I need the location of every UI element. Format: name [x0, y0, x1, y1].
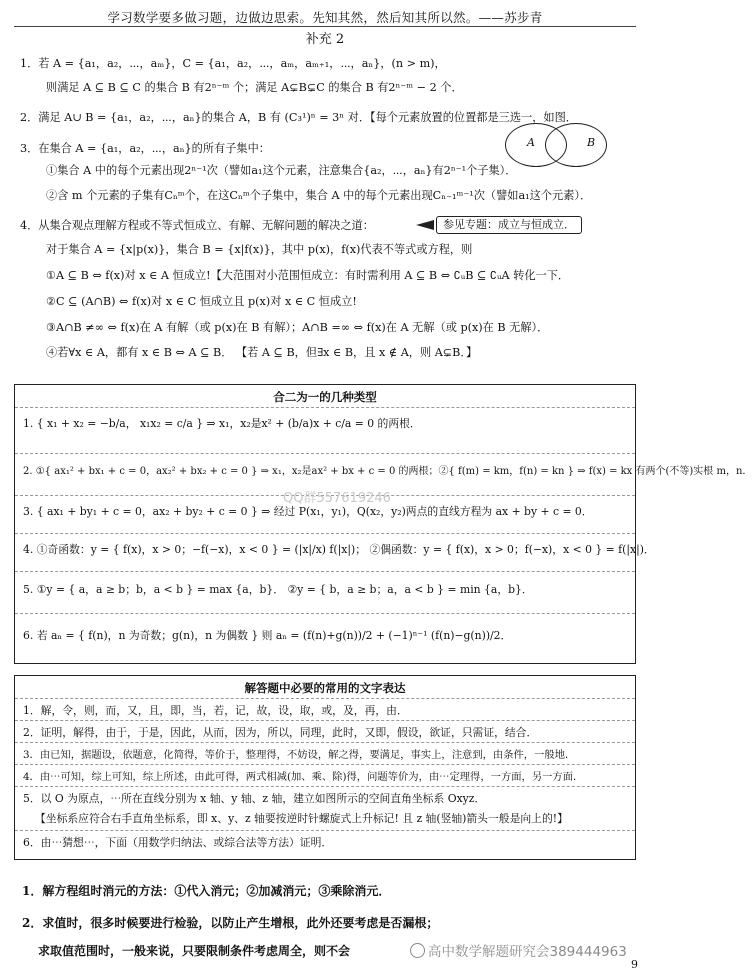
venn-label-b: B	[587, 136, 596, 149]
expression-line-5-note: 【坐标系应符合右手直角坐标系，即 x、y、z 轴要按逆时针螺旋式上升标记! 且 z 轴(竖轴)箭头一般是向上的!】	[35, 812, 568, 825]
item-3-sub-2: ②含 m 个元素的子集有Cₙᵐ个，在这Cₙᵐ个子集中，集合 A 中的每个元素出现Cₙ₋₁ᵐ⁻¹次（譬如a₁这个元素）．	[46, 189, 592, 202]
common-expressions-title: 解答题中必要的常用的文字表达	[244, 681, 406, 695]
item-4-intro: 对于集合 A = {x|p(x)}，集合 B = {x|f(x)}，其中 p(x)，f(x)代表不等式或方程，则	[46, 243, 473, 256]
final-note-2: 2．求值时，很多时候要进行检验，以防止产生增根，此外还要考虑是否漏根；	[22, 916, 439, 930]
final-note-3: 求取值范围时，一般来说，只要限制条件考虑周全，则不会	[38, 944, 351, 958]
box2-rule-4	[15, 786, 635, 787]
callout-pointer	[416, 220, 434, 230]
expression-line-5: 5．以 O 为原点，⋯所在直线分别为 x 轴、y 轴、z 轴，建立如图所示的空间直角坐标系 Oxyz．	[23, 792, 486, 805]
item-4-sub-1: ①A ⊆ B ⇔ f(x)对 x ∈ A 恒成立!【大范围对小范围恒成立：有时需利用 A ⊆ B ⇔ ∁ᵤB ⊆ ∁ᵤA 转化一下．	[46, 269, 570, 282]
combine-type-1: 1. { x₁ + x₂ = −b/a， x₁x₂ = c/a } ⇒ x₁，x₂是x² + (b/a)x + c/a = 0 的两根．	[23, 417, 421, 430]
final-note-1: 1．解方程组时消元的方法：①代入消元；②加减消元；③乘除消元．	[22, 884, 391, 898]
box2-rule-5	[15, 830, 635, 831]
item-4: 4．从集合观点理解方程或不等式恒成立、有解、无解问题的解决之道：	[20, 219, 374, 232]
combine-types-box	[14, 384, 752, 664]
venn-label-a: A	[527, 136, 535, 149]
combine-type-4: 4. ①奇函数：y = { f(x)，x > 0；−f(−x)，x < 0 } = (|x|/x) f(|x|)； ②偶函数：y = { f(x)，x > 0；f(−x)，x < 0 } = f(|x|)．	[23, 543, 655, 556]
combine-types-title: 合二为一的几种类型	[273, 390, 377, 404]
expression-line-1: 1．解，令，则，而，又，且，即，当，若，记，故，设，取，或，及，再，由．	[23, 704, 408, 717]
item-4-sub-4: ④若∀x ∈ A，都有 x ∈ B ⇔ A ⊆ B． 【若 A ⊆ B，但∃x ∈ B，且 x ∉ A，则 A⊊B．】	[46, 346, 478, 359]
box1-title-rule	[15, 407, 635, 408]
expression-line-2: 2．证明，解得，由于，于是，因此，从而，因为，所以，同理，此时，又即，假设，欲证，只需证，结合．	[23, 726, 538, 739]
combine-type-6: 6. 若 aₙ = { f(n)，n 为奇数；g(n)，n 为偶数 } 则 aₙ = (f(n)+g(n))/2 + (−1)ⁿ⁻¹ (f(n)−g(n))/2．	[23, 629, 512, 642]
item-1-line-1: 1．若 A = {a₁，a₂，⋯，aₘ}，C = {a₁，a₂，⋯，aₘ，aₘ₊₁，⋯，aₙ}，(n > m)，	[20, 57, 446, 70]
page-number: 9	[631, 958, 638, 971]
combine-type-3: 3. { ax₁ + by₁ + c = 0，ax₂ + by₂ + c = 0 } ⇒ 经过 P(x₁，y₁)，Q(x₂，y₂)两点的直线方程为 ax + by + c = 0．	[23, 505, 593, 518]
qq-group-watermark: QQ群557619246	[283, 491, 391, 506]
box2-rule-1	[15, 720, 635, 721]
reference-callout: 参见专题：成立与恒成立．	[436, 216, 582, 234]
item-2: 2．满足 A∪ B = {a₁，a₂，⋯，aₙ}的集合 A，B 有 (C₃¹)ⁿ = 3ⁿ 对．【每个元素放置的位置都是三选一，如图．	[20, 111, 577, 124]
section-title: 补充 2	[305, 32, 345, 47]
wechat-icon	[410, 943, 425, 958]
box2-rule-2	[15, 742, 635, 743]
wechat-watermark	[410, 940, 627, 960]
item-1-line-2: 则满足 A ⊆ B ⊆ C 的集合 B 有2ⁿ⁻ᵐ 个；满足 A⊊B⊊C 的集合 B 有2ⁿ⁻ᵐ − 2 个．	[46, 81, 463, 94]
expression-line-3: 3．由已知，据题设，依题意，化简得，等价于，整理得，不妨设，解之得，要满足，事实上，注意到，由条件，一般地．	[23, 749, 576, 761]
common-expressions-box	[14, 675, 636, 860]
item-4-sub-2: ②C ⊆ (A∩B) ⇔ f(x)对 x ∈ C 恒成立且 p(x)对 x ∈ C 恒成立!	[46, 295, 357, 308]
box2-title-rule	[15, 698, 635, 699]
venn-circle-b	[545, 123, 607, 167]
combine-type-2: 2. ①{ ax₁² + bx₁ + c = 0，ax₂² + bx₂ + c = 0 } ⇒ x₁，x₂是ax² + bx + c = 0 的两根；②{ f(m) = km，f(n) = kn } ⇒ f(x) = kx 有两个(不等)实根 m，n．	[23, 466, 752, 477]
box1-rule-1	[15, 453, 635, 454]
box1-rule-5	[15, 613, 635, 614]
item-3: 3．在集合 A = {a₁，a₂，⋯，aₙ}的所有子集中：	[20, 142, 270, 155]
expression-line-4: 4．由⋯可知，综上可知，综上所述，由此可得，两式相减(加、乘、除)得，问题等价为，由⋯定理得，一方面，另一方面．	[23, 771, 584, 783]
wechat-watermark-text: 高中数学解题研究会389444963	[428, 944, 627, 960]
item-3-sub-1: ①集合 A 中的每个元素出现2ⁿ⁻¹次（譬如a₁这个元素，注意集合{a₂，⋯，aₙ}有2ⁿ⁻¹个子集）．	[46, 164, 517, 177]
box1-rule-3	[15, 533, 635, 534]
expression-line-6: 6．由⋯猜想⋯，下面（用数学归纳法、或综合法等方法）证明．	[23, 836, 333, 849]
box1-rule-4	[15, 571, 635, 572]
combine-type-5: 5. ①y = { a，a ≥ b；b，a < b } = max {a，b}． ②y = { b，a ≥ b；a，a < b } = min {a，b}．	[23, 583, 533, 596]
box2-rule-3	[15, 764, 635, 765]
venn-diagram	[505, 123, 625, 169]
header-rule	[14, 26, 636, 27]
page-header-quote: 学习数学要多做习题，边做边思索。先知其然，然后知其所以然。——苏步青	[107, 10, 543, 25]
item-4-sub-3: ③A∩B ≠∞ ⇔ f(x)在 A 有解（或 p(x)在 B 有解）；A∩B =∞ ⇔ f(x)在 A 无解（或 p(x)在 B 无解）．	[46, 321, 549, 334]
